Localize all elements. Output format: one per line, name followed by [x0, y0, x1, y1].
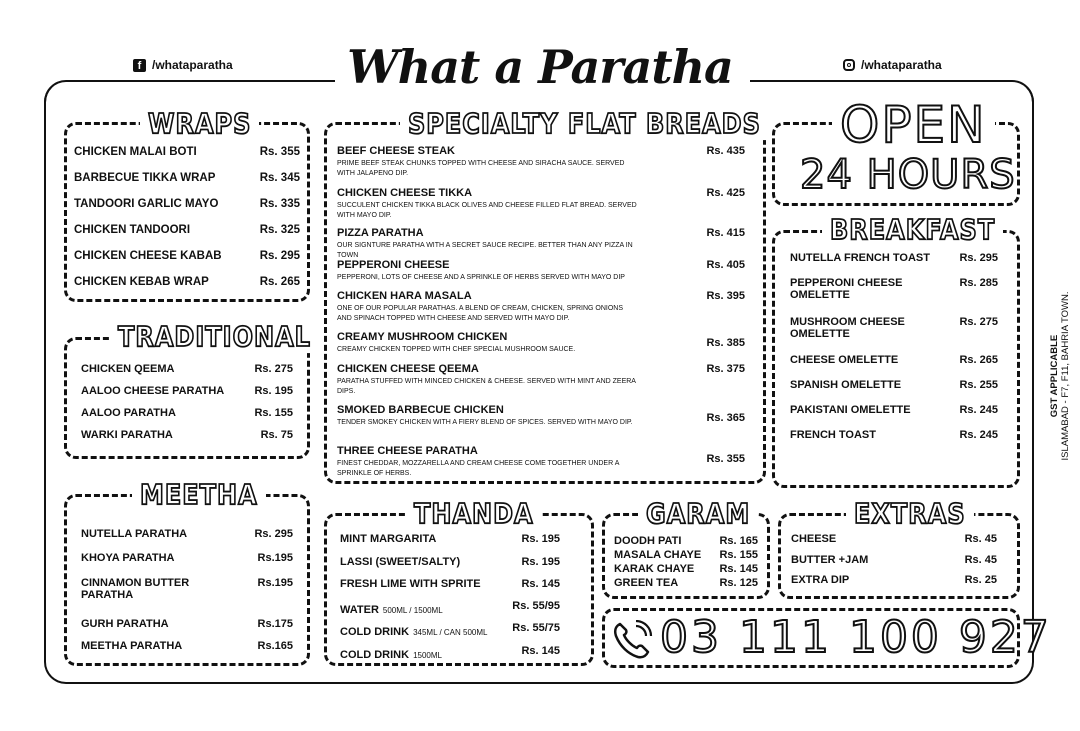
thanda-item-price: Rs. 55/95 — [512, 600, 560, 612]
garam-item-text — [614, 535, 681, 547]
specialty-item-desc: FINEST CHEDDAR, MOZZARELLA AND CREAM CHEESE COME TOGETHER UNDER A SPRINKLE OF HERBS. — [337, 460, 619, 477]
specialty-item[interactable] — [337, 227, 745, 260]
breakfast-item-name: FRENCH TOAST — [790, 429, 876, 441]
extras-item-price: Rs. 25 — [964, 574, 997, 586]
specialty-item[interactable] — [337, 290, 745, 323]
garam-item-text — [614, 577, 678, 589]
extras-item-name: CHEESE — [791, 533, 837, 545]
thanda-item-price: Rs. 195 — [521, 533, 560, 545]
thanda-item-name: FRESH LIME WITH SPRITE — [340, 578, 481, 590]
meetha-item-text — [81, 577, 231, 601]
breakfast-item-price: Rs. 245 — [959, 429, 998, 441]
breakfast-item-name: MUSHROOM CHEESE OMELETTE — [790, 316, 905, 340]
meetha-item-name: MEETHA PARATHA — [81, 640, 183, 652]
thanda-item[interactable] — [340, 645, 560, 663]
specialty-item-text — [337, 331, 637, 355]
breakfast-item-price: Rs. 245 — [959, 404, 998, 416]
breakfast-item[interactable] — [790, 354, 998, 366]
specialty-item-price: Rs. 375 — [706, 363, 745, 375]
gst-note: GST APPLICABLE — [1049, 334, 1060, 418]
specialty-title: SPECIALTY FLAT BREADS — [400, 108, 769, 140]
breakfast-item-name: NUTELLA FRENCH TOAST — [790, 252, 930, 264]
specialty-item[interactable] — [337, 445, 745, 478]
thanda-item-name: MINT MARGARITA — [340, 533, 437, 545]
specialty-item-price: Rs. 435 — [706, 145, 745, 157]
thanda-item-price: Rs. 195 — [521, 556, 560, 568]
thanda-item[interactable] — [340, 533, 560, 545]
thanda-item-name: WATER — [340, 604, 379, 616]
meetha-item-name: CINNAMON BUTTER PARATHA — [81, 577, 190, 601]
meetha-item-price: Rs.195 — [257, 552, 293, 564]
instagram-label: /whataparatha — [861, 58, 942, 72]
traditional-item-text — [81, 429, 173, 441]
traditional-item-text — [81, 363, 175, 375]
meetha-item-price: Rs.195 — [257, 577, 293, 589]
thanda-item-size: 345ML / CAN 500ML — [413, 628, 488, 637]
wraps-item[interactable] — [74, 276, 300, 288]
specialty-item-desc: TENDER SMOKEY CHICKEN WITH A FIERY BLEND OF SPICES. SERVED WITH MAYO DIP. — [337, 419, 633, 426]
meetha-title: MEETHA — [132, 479, 266, 511]
traditional-item-text — [81, 385, 224, 397]
wraps-item-text — [74, 198, 218, 210]
garam-item[interactable] — [614, 549, 758, 561]
extras-item-text — [791, 533, 836, 545]
specialty-item-text — [337, 187, 637, 220]
frame-corner-left — [44, 80, 334, 110]
breakfast-title: BREAKFAST — [822, 214, 1003, 246]
breakfast-item-price: Rs. 295 — [959, 252, 998, 264]
traditional-item[interactable] — [81, 385, 293, 397]
traditional-item-name: AALOO PARATHA — [81, 407, 176, 419]
specialty-item[interactable] — [337, 187, 745, 220]
meetha-item-price: Rs.165 — [257, 640, 293, 652]
garam-item-price: Rs. 155 — [719, 549, 758, 561]
thanda-item-name: COLD DRINK — [340, 649, 410, 661]
wraps-item-price: Rs. 325 — [259, 224, 300, 236]
thanda-item-size: 1500ML — [413, 651, 442, 660]
garam-item[interactable] — [614, 535, 758, 547]
wraps-item-name: CHICKEN MALAI BOTI — [74, 146, 197, 158]
extras-item-price: Rs. 45 — [964, 533, 997, 545]
meetha-item-text — [81, 640, 231, 652]
wraps-item[interactable] — [74, 146, 300, 158]
thanda-item-price: Rs. 145 — [521, 645, 560, 657]
garam-item[interactable] — [614, 563, 758, 575]
extras-item[interactable] — [791, 533, 997, 545]
thanda-title: THANDA — [406, 498, 542, 530]
breakfast-item[interactable] — [790, 379, 998, 391]
breakfast-item-text — [790, 404, 930, 416]
breakfast-item-name: PEPPERONI CHEESE OMELETTE — [790, 277, 903, 301]
meetha-item-text — [81, 618, 231, 630]
specialty-item-desc: SUCCULENT CHICKEN TIKKA BLACK OLIVES AND CHEESE FILLED FLAT BREAD. SERVED WITH MAYO DIP. — [337, 202, 637, 219]
phone-icon — [610, 620, 654, 660]
specialty-item-price: Rs. 425 — [706, 187, 745, 199]
breakfast-item[interactable] — [790, 277, 998, 301]
wraps-title: WRAPS — [140, 108, 259, 140]
traditional-item-price: Rs. 275 — [254, 363, 293, 375]
specialty-item-desc: OUR SIGNTURE PARATHA WITH A SECRET SAUCE RECIPE. BETTER THAN ANY PIZZA IN TOWN — [337, 242, 633, 259]
thanda-item-text — [340, 600, 443, 618]
breakfast-item[interactable] — [790, 429, 998, 441]
facebook-handle[interactable] — [133, 58, 233, 72]
specialty-item-text — [337, 363, 637, 396]
meetha-item[interactable] — [81, 552, 293, 564]
wraps-item-text — [74, 224, 190, 236]
extras-item-name: BUTTER +JAM — [791, 554, 869, 566]
extras-item-text — [791, 554, 868, 566]
traditional-item-price: Rs. 195 — [254, 385, 293, 397]
specialty-item-price: Rs. 415 — [706, 227, 745, 239]
specialty-item-name: PIZZA PARATHA — [337, 227, 424, 239]
garam-item-name: GREEN TEA — [614, 577, 679, 589]
garam-item-text — [614, 563, 694, 575]
wraps-item-name: CHICKEN KEBAB WRAP — [74, 276, 209, 288]
specialty-item-text — [337, 290, 637, 323]
specialty-item-desc: PEPPERONI, LOTS OF CHEESE AND A SPRINKLE OF HERBS SERVED WITH MAYO DIP — [337, 274, 625, 281]
specialty-item[interactable] — [337, 145, 745, 178]
thanda-item-size: 500ML / 1500ML — [382, 606, 443, 615]
traditional-item[interactable] — [81, 407, 293, 419]
specialty-item-name: CHICKEN HARA MASALA — [337, 290, 472, 302]
specialty-item-desc: CREAMY CHICKEN TOPPED WITH CHEF SPECIAL MUSHROOM SAUCE. — [337, 346, 576, 353]
specialty-item-name: BEEF CHEESE STEAK — [337, 145, 455, 157]
specialty-item-text — [337, 404, 637, 428]
breakfast-item-text — [790, 379, 930, 391]
meetha-item-name: NUTELLA PARATHA — [81, 528, 188, 540]
meetha-item[interactable] — [81, 618, 293, 630]
thanda-item-name: COLD DRINK — [340, 626, 410, 638]
wraps-item-text — [74, 276, 209, 288]
specialty-item[interactable] — [337, 404, 745, 428]
extras-title: EXTRAS — [846, 498, 974, 530]
garam-item-name: KARAK CHAYE — [614, 563, 695, 575]
traditional-item-name: CHICKEN QEEMA — [81, 363, 175, 375]
extras-item-name: EXTRA DIP — [791, 574, 850, 586]
wraps-item-price: Rs. 335 — [259, 198, 300, 210]
specialty-item-name: PEPPERONI CHEESE — [337, 259, 450, 271]
wraps-item[interactable] — [74, 250, 300, 262]
specialty-item-price: Rs. 405 — [706, 259, 745, 271]
breakfast-item-name: CHEESE OMELETTE — [790, 354, 899, 366]
specialty-item-name: THREE CHEESE PARATHA — [337, 445, 478, 457]
garam-item-price: Rs. 165 — [719, 535, 758, 547]
meetha-item[interactable] — [81, 528, 293, 540]
thanda-item-text — [340, 622, 487, 640]
thanda-item-text — [340, 578, 481, 590]
specialty-item-desc: PRIME BEEF STEAK CHUNKS TOPPED WITH CHEESE AND SIRACHA SAUCE. SERVED WITH JALAPENO DIP. — [337, 160, 625, 177]
meetha-item-price: Rs.175 — [257, 618, 293, 630]
garam-item-text — [614, 549, 701, 561]
wraps-item-price: Rs. 265 — [259, 276, 300, 288]
thanda-item[interactable] — [340, 556, 560, 568]
garam-item-name: MASALA CHAYE — [614, 549, 702, 561]
garam-item-name: DOODH PATI — [614, 535, 682, 547]
instagram-icon — [843, 59, 855, 71]
phone-number[interactable]: 03 111 100 927 — [660, 612, 1052, 663]
traditional-item-name: AALOO CHEESE PARATHA — [81, 385, 225, 397]
specialty-item-price: Rs. 385 — [706, 337, 745, 349]
extras-item-price: Rs. 45 — [964, 554, 997, 566]
breakfast-item[interactable] — [790, 404, 998, 416]
specialty-item-desc: ONE OF OUR POPULAR PARATHAS. A BLEND OF CREAM, CHICKEN, SPRING ONIONS AND SPINACH TOPPED WITH CHEESE AND SERVED WITH MAYO DIP. — [337, 305, 624, 322]
meetha-item[interactable] — [81, 577, 293, 601]
specialty-item[interactable] — [337, 363, 745, 396]
breakfast-item[interactable] — [790, 316, 998, 340]
thanda-item-text — [340, 645, 442, 663]
side-info — [1049, 266, 1080, 486]
open-label: OPEN — [832, 96, 995, 154]
location-note: ISLAMABAD - F7, F11, BAHRIA TOWN. — [1060, 291, 1071, 461]
specialty-item-text — [337, 259, 637, 283]
breakfast-item-text — [790, 354, 930, 366]
breakfast-item[interactable] — [790, 252, 998, 264]
breakfast-item-text — [790, 316, 930, 340]
breakfast-item-text — [790, 429, 930, 441]
breakfast-item-price: Rs. 265 — [959, 354, 998, 366]
wraps-item-text — [74, 146, 197, 158]
specialty-item-desc: PARATHA STUFFED WITH MINCED CHICKEN & CHEESE. SERVED WITH MINT AND ZEERA DIPS. — [337, 378, 636, 395]
breakfast-item-text — [790, 277, 930, 301]
breakfast-item-price: Rs. 275 — [959, 316, 998, 328]
traditional-item-price: Rs. 155 — [254, 407, 293, 419]
meetha-item[interactable] — [81, 640, 293, 652]
wraps-item-name: CHICKEN CHEESE KABAB — [74, 250, 222, 262]
extras-item-text — [791, 574, 849, 586]
thanda-item-text — [340, 556, 460, 568]
thanda-item[interactable] — [340, 622, 560, 640]
thanda-item[interactable] — [340, 600, 560, 618]
facebook-label: /whataparatha — [152, 58, 233, 72]
meetha-item-name: KHOYA PARATHA — [81, 552, 175, 564]
garam-item-price: Rs. 145 — [719, 563, 758, 575]
breakfast-item-price: Rs. 255 — [959, 379, 998, 391]
wraps-item-name: BARBECUE TIKKA WRAP — [74, 172, 216, 184]
garam-item-price: Rs. 125 — [719, 577, 758, 589]
wraps-item-text — [74, 250, 222, 262]
brand-logo: What a Paratha — [347, 40, 733, 94]
wraps-item[interactable] — [74, 224, 300, 236]
specialty-item-price: Rs. 365 — [706, 412, 745, 424]
specialty-item-name: CHICKEN CHEESE TIKKA — [337, 187, 473, 199]
breakfast-item-text — [790, 252, 930, 264]
breakfast-item-price: Rs. 285 — [959, 277, 998, 289]
specialty-item-name: SMOKED BARBECUE CHICKEN — [337, 404, 504, 416]
traditional-item-price: Rs. 75 — [260, 429, 293, 441]
specialty-item-text — [337, 227, 637, 260]
thanda-item-name: LASSI (SWEET/SALTY) — [340, 556, 461, 568]
wraps-item[interactable] — [74, 172, 300, 184]
wraps-item-price: Rs. 295 — [259, 250, 300, 262]
facebook-icon: f — [133, 59, 146, 72]
instagram-handle[interactable] — [843, 58, 942, 72]
specialty-item-name: CREAMY MUSHROOM CHICKEN — [337, 331, 508, 343]
thanda-item-price: Rs. 55/75 — [512, 622, 560, 634]
traditional-item[interactable] — [81, 429, 293, 441]
garam-item[interactable] — [614, 577, 758, 589]
breakfast-item-name: PAKISTANI OMELETTE — [790, 404, 911, 416]
specialty-item-price: Rs. 395 — [706, 290, 745, 302]
meetha-item-price: Rs. 295 — [254, 528, 293, 540]
meetha-item-text — [81, 552, 231, 564]
specialty-item-text — [337, 445, 637, 478]
thanda-item-text — [340, 533, 436, 545]
specialty-item-text — [337, 145, 637, 178]
wraps-item-name: TANDOORI GARLIC MAYO — [74, 198, 219, 210]
traditional-title: TRADITIONAL — [110, 321, 319, 353]
meetha-item-name: GURH PARATHA — [81, 618, 169, 630]
wraps-item-text — [74, 172, 215, 184]
extras-item[interactable] — [791, 574, 997, 586]
specialty-item[interactable] — [337, 331, 745, 355]
traditional-item-name: WARKI PARATHA — [81, 429, 173, 441]
wraps-item[interactable] — [74, 198, 300, 210]
wraps-item-price: Rs. 355 — [259, 146, 300, 158]
specialty-item-price: Rs. 355 — [706, 453, 745, 465]
extras-item[interactable] — [791, 554, 997, 566]
traditional-item-text — [81, 407, 176, 419]
specialty-item[interactable] — [337, 259, 745, 283]
meetha-item-text — [81, 528, 231, 540]
thanda-item[interactable] — [340, 578, 560, 590]
thanda-item-price: Rs. 145 — [521, 578, 560, 590]
hours-label: 24 HOURS — [800, 152, 1016, 198]
wraps-item-name: CHICKEN TANDOORI — [74, 224, 191, 236]
breakfast-item-name: SPANISH OMELETTE — [790, 379, 902, 391]
traditional-item[interactable] — [81, 363, 293, 375]
wraps-item-price: Rs. 345 — [259, 172, 300, 184]
garam-title: GARAM — [638, 498, 758, 530]
specialty-item-name: CHICKEN CHEESE QEEMA — [337, 363, 479, 375]
